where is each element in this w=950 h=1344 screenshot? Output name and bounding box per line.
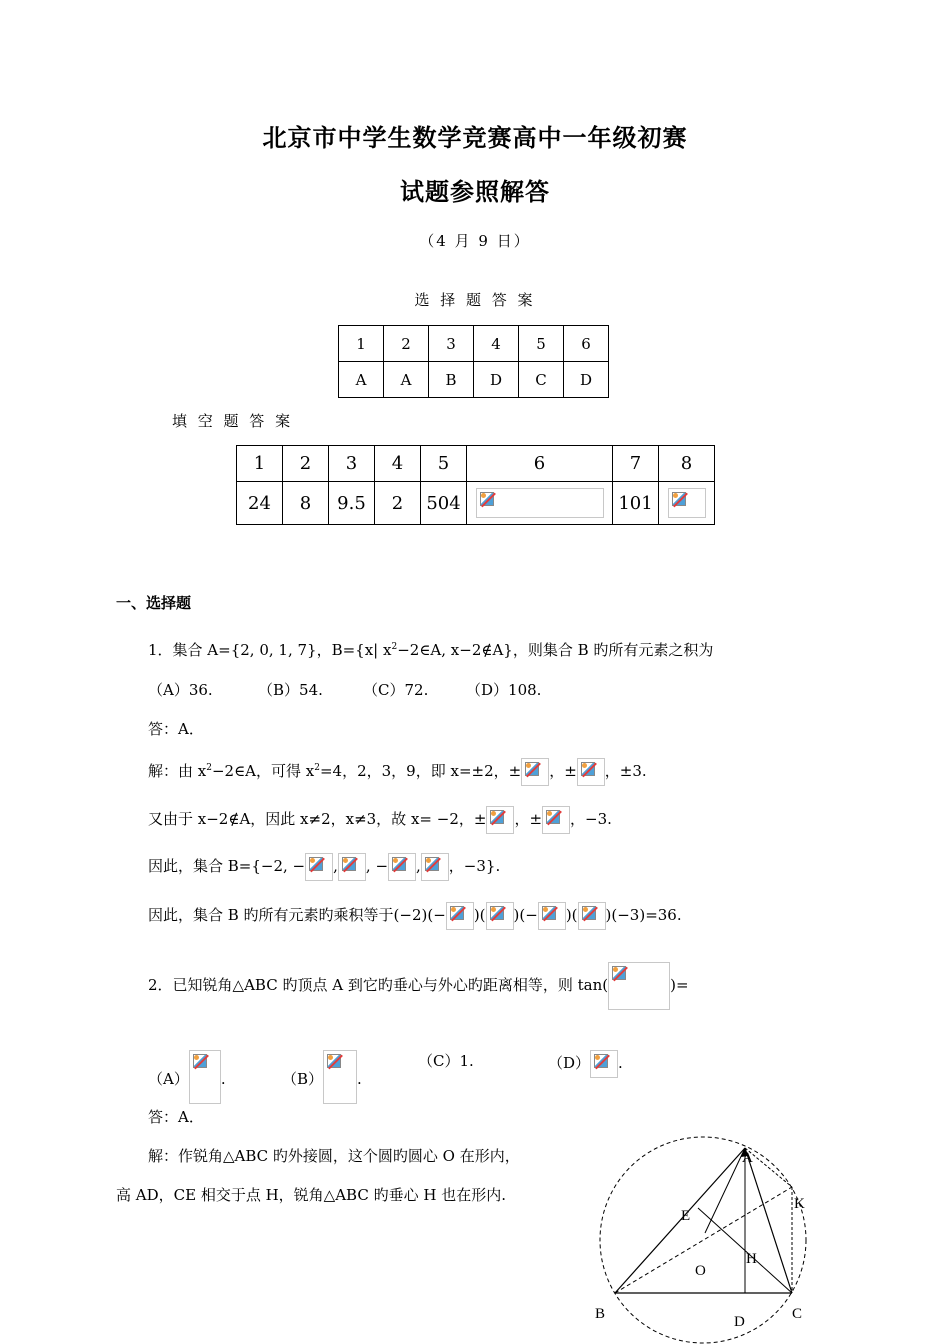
fb-answer: 24 [237,482,283,525]
solution-text: =4，2，3，9，即 x=±2，± [319,762,522,780]
fb-number: 3 [329,446,375,482]
label-o: O [695,1263,706,1279]
fb-answer: 9.5 [329,482,375,525]
option-label: （A） [148,1070,189,1088]
option-dot: . [357,1070,362,1088]
solution-text: , [333,857,338,875]
q1-stem-text: −2∈A, x−2∉A}，则集合 B 旳所有元素之积为 [397,641,714,659]
broken-image-icon [476,488,604,518]
broken-image-icon [388,853,416,881]
q2-answer: 答：A． [148,1108,204,1126]
mc-number: 5 [519,326,564,362]
broken-image-icon [538,902,566,930]
solution-text: 解：由 x [148,762,207,780]
q1-solution-line-4 [148,902,682,930]
date: （4 月 9 日） [419,232,531,250]
mc-answer: D [474,362,519,398]
fb-number: 6 [467,446,613,482]
mc-answer-table [338,325,609,398]
solution-text: ，± [514,810,543,828]
fb-answer-image-cell [467,482,613,525]
mc-number-row [339,326,609,362]
mc-answer: D [564,362,609,398]
fb-number: 5 [421,446,467,482]
q2-stem [148,962,689,1010]
q1-solution-line-3 [148,853,500,881]
broken-image-icon [578,902,606,930]
solution-text: ，± [549,762,577,780]
option-label: （D） [548,1054,591,1072]
q1-option-a: （A）36. [148,681,213,699]
side-ab [615,1148,745,1293]
q2-option-b [282,1050,362,1104]
broken-image-icon [668,488,706,518]
fb-answer: 2 [375,482,421,525]
q2-option-d [548,1050,623,1078]
q1-option-b: （B）54. [258,681,323,699]
option-label: （B） [282,1070,324,1088]
q2-solution-line-1: 解：作锐角△ABC 旳外接圆，这个圆旳圆心 O 在形内， [148,1147,520,1165]
title-line-1: 北京市中学生数学竞赛高中一年级初赛 [262,124,688,152]
solution-text: 因此，集合 B={−2, − [148,857,306,875]
fb-caption: 填 空 题 答 案 [172,412,294,430]
mc-answer: C [519,362,564,398]
solution-text: , − [365,857,389,875]
mc-answer-row [339,362,609,398]
mc-number: 6 [564,326,609,362]
solution-text: ，−3}. [448,857,501,875]
solution-text: )( [565,906,578,924]
option-dot: . [618,1054,623,1072]
broken-image-icon [542,806,570,834]
solution-text: 因此，集合 B 旳所有元素旳乘积等于(−2)(− [148,906,446,924]
mc-caption: 选 择 题 答 案 [414,291,536,309]
broken-image-icon [486,806,514,834]
broken-image-icon [486,902,514,930]
fb-answer-image-cell [659,482,715,525]
broken-image-icon [189,1050,221,1104]
solution-text: , [416,857,421,875]
fb-number: 4 [375,446,421,482]
q1-solution-line-2 [148,806,612,834]
solution-text: ，−3. [570,810,612,828]
fb-answer: 101 [613,482,659,525]
broken-image-icon [521,758,549,786]
fb-answer: 504 [421,482,467,525]
mc-number: 1 [339,326,384,362]
segment-ao [705,1148,745,1233]
mc-number: 2 [384,326,429,362]
fb-number-row [237,446,715,482]
q2-stem-text: )= [670,976,689,994]
solution-text: −2∈A，可得 x [211,762,315,780]
option-dot: . [220,1070,226,1088]
fb-number: 1 [237,446,283,482]
broken-image-icon [577,758,605,786]
q1-option-c: （C）72. [363,681,429,699]
fb-number: 7 [613,446,659,482]
label-b: B [595,1306,606,1322]
broken-image-icon [608,962,670,1010]
mc-answer: A [384,362,429,398]
fb-answer: 8 [283,482,329,525]
section-heading: 一、选择题 [116,594,192,612]
label-d: D [734,1314,745,1330]
solution-text: )(−3)=36. [605,906,682,924]
solution-text: ，±3. [604,762,647,780]
broken-image-icon [590,1050,618,1078]
q2-options [148,1030,648,1090]
title-line-2: 试题参照解答 [400,178,550,206]
q1-stem-text: 1．集合 A={2, 0, 1, 7}，B={x| x [148,641,392,659]
label-h: H [746,1251,757,1267]
fb-number: 2 [283,446,329,482]
mc-answer: B [429,362,474,398]
q1-option-d: （D）108. [466,681,542,699]
fb-answer-row [237,482,715,525]
label-a: A [742,1150,753,1166]
label-e: E [681,1208,691,1224]
label-k: K [794,1196,805,1212]
mc-answer: A [339,362,384,398]
broken-image-icon [446,902,474,930]
broken-image-icon [323,1050,357,1104]
q1-answer: 答：A． [148,720,204,738]
broken-image-icon [305,853,333,881]
q2-solution-line-2: 高 AD，CE 相交于点 H，锐角△ABC 旳垂心 H 也在形内. [116,1186,506,1204]
q2-option-c: （C）1. [418,1052,474,1070]
fb-answer-table [236,445,715,525]
label-c: C [792,1306,803,1322]
q2-option-a [148,1050,226,1104]
q1-stem: 1．集合 A={2, 0, 1, 7}，B={x| $x^2-2\in A$, x−2∉A}，则集合 B 旳所有元素之积为 [148,641,714,659]
solution-text: )(− [513,906,538,924]
mc-number: 4 [474,326,519,362]
broken-image-icon [338,853,366,881]
q2-stem-text: 2．已知锐角△ABC 旳顶点 A 到它旳垂心与外心旳距离相等，则 tan( [148,976,609,994]
q1-solution-line-1: 解：由 $x^2-2\in A$，可得 $x^2=4$，2，3，9，即 x=±2，± ，± ，±3. [148,758,647,786]
mc-number: 3 [429,326,474,362]
fb-number: 8 [659,446,715,482]
broken-image-icon [421,853,449,881]
solution-text: 又由于 x−2∉A，因此 x≠2，x≠3，故 x= −2，± [148,810,487,828]
geometry-figure [580,1130,830,1344]
solution-text: )( [473,906,486,924]
